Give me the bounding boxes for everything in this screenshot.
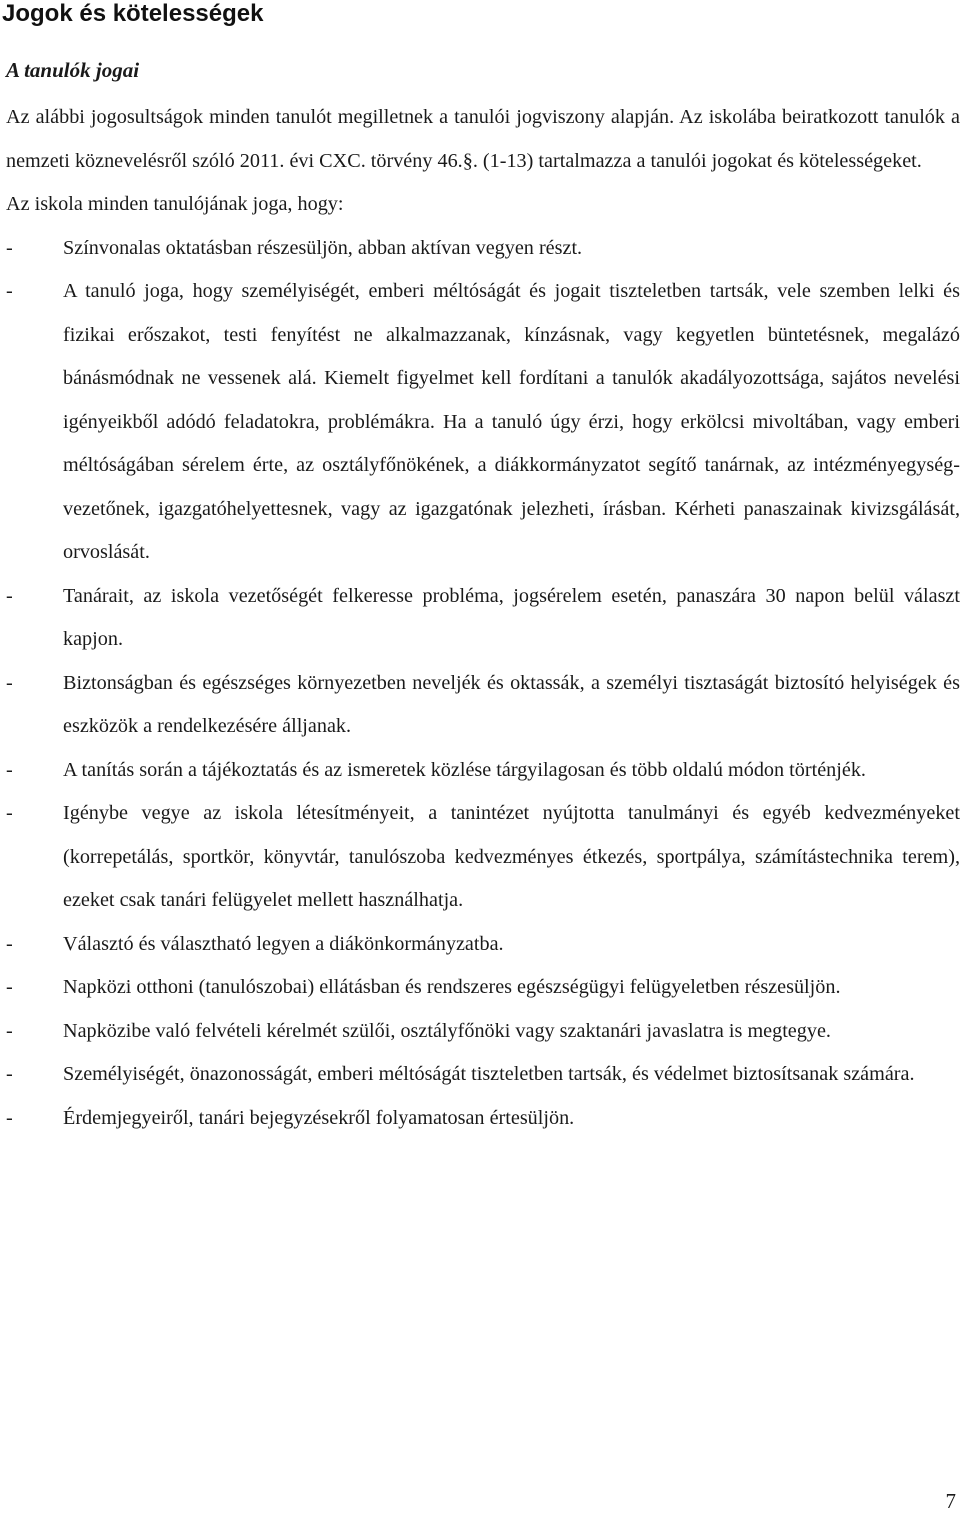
intro-paragraph: Az alábbi jogosultságok minden tanulót megilletnek a tanulói jogviszony alapján. Az iskolába beiratkozott tanulók a nemzeti köznevelésről szóló 2011. évi CXC. törvény 46.§. (1-13) tartalmazza a tanulói jogokat és kötelességeket. xyxy=(6,106,960,172)
list-item xyxy=(6,575,960,662)
list-item xyxy=(6,662,960,749)
list-item xyxy=(6,749,960,793)
body-text xyxy=(6,96,960,1140)
list-item xyxy=(6,227,960,271)
list-dash: - xyxy=(6,1106,13,1129)
list-dash: - xyxy=(6,1019,13,1042)
list-item-text: Személyiségét, önazonosságát, emberi méltóságát tiszteletben tartsák, és védelmet biztosítsanak számára. xyxy=(63,1063,915,1085)
list-dash: - xyxy=(6,802,13,824)
page-number: 7 xyxy=(945,1489,956,1513)
list-item-text: Biztonságban és egészséges környezetben neveljék és oktassák, a személyi tisztaságát biztosító helyiségek és eszközök a rendelkezésére álljanak. xyxy=(63,671,960,737)
list-item-text: Tanárait, az iskola vezetőségét felkeresse probléma, jogsérelem esetén, panaszára 30 napon belül választ kapjon. xyxy=(63,584,960,650)
list-item-text: Napközi otthoni (tanulószobai) ellátásban és rendszeres egészségügyi felügyeletben részesüljön. xyxy=(63,976,841,998)
list-item xyxy=(6,270,960,575)
list-dash: - xyxy=(6,236,13,259)
list-dash: - xyxy=(6,1063,13,1085)
list-item-text: Színvonalas oktatásban részesüljön, abban aktívan vegyen részt. xyxy=(63,236,583,259)
subsection-heading: A tanulók jogai xyxy=(6,58,140,82)
lead-sentence: Az iskola minden tanulójának joga, hogy: xyxy=(6,193,344,215)
list-item-text: Választó és választható legyen a diákönkormányzatba. xyxy=(63,932,504,955)
section-heading: Jogok és kötelességek xyxy=(2,0,264,27)
list-dash: - xyxy=(6,671,13,694)
list-item-text: Érdemjegyeiről, tanári bejegyzésekről folyamatosan értesüljön. xyxy=(63,1106,575,1129)
list-item xyxy=(6,1097,960,1141)
list-item-text: A tanuló joga, hogy személyiségét, emberi méltóságát és jogait tiszteletben tartsák, vele szemben lelki és fizikai erőszakot, testi fenyítést ne alkalmazzanak, kínzásnak, vagy kegyetlen büntetésnek, megalázó bánásmódnak ne vessenek alá. Kiemelt figyelmet kell fordítani a tanulók akadályozottsága, sajátos nevelési igényeikből adódó feladatokra, problémákra. Ha a tanuló úgy érzi, hogy erkölcsi mivoltában, vagy emberi méltóságában sérelem érte, az osztályfőnökének, a diákkormányzatot segítő tanárnak, az intézményegység-vezetőnek, igazgatóhelyettesnek, vagy az igazgatónak jelezheti, írásban. Kérheti panaszainak kivizsgálását, orvoslását. xyxy=(63,280,960,563)
list-item xyxy=(6,1010,960,1054)
list-item xyxy=(6,923,960,967)
list-item-text: Igénybe vegye az iskola létesítményeit, a tanintézet nyújtotta tanulmányi és egyéb kedvezményeket (korrepetálás, sportkör, könyvtár, tanulószoba kedvezményes étkezés, sportpálya, számítástechnika terem), ezeket csak tanári felügyelet mellett használhatja. xyxy=(63,802,960,911)
list-item xyxy=(6,966,960,1010)
list-item-text: Napközibe való felvételi kérelmét szülői, osztályfőnöki vagy szaktanári javaslatra is megtegye. xyxy=(63,1019,831,1042)
rights-list xyxy=(6,227,960,1141)
list-dash: - xyxy=(6,758,13,781)
list-item xyxy=(6,1053,960,1097)
list-item xyxy=(6,792,960,923)
list-dash: - xyxy=(6,584,13,607)
list-dash: - xyxy=(6,280,13,302)
list-item-text: A tanítás során a tájékoztatás és az ismeretek közlése tárgyilagosan és több oldalú módon történjék. xyxy=(63,758,866,781)
list-dash: - xyxy=(6,932,13,955)
list-dash: - xyxy=(6,976,13,998)
